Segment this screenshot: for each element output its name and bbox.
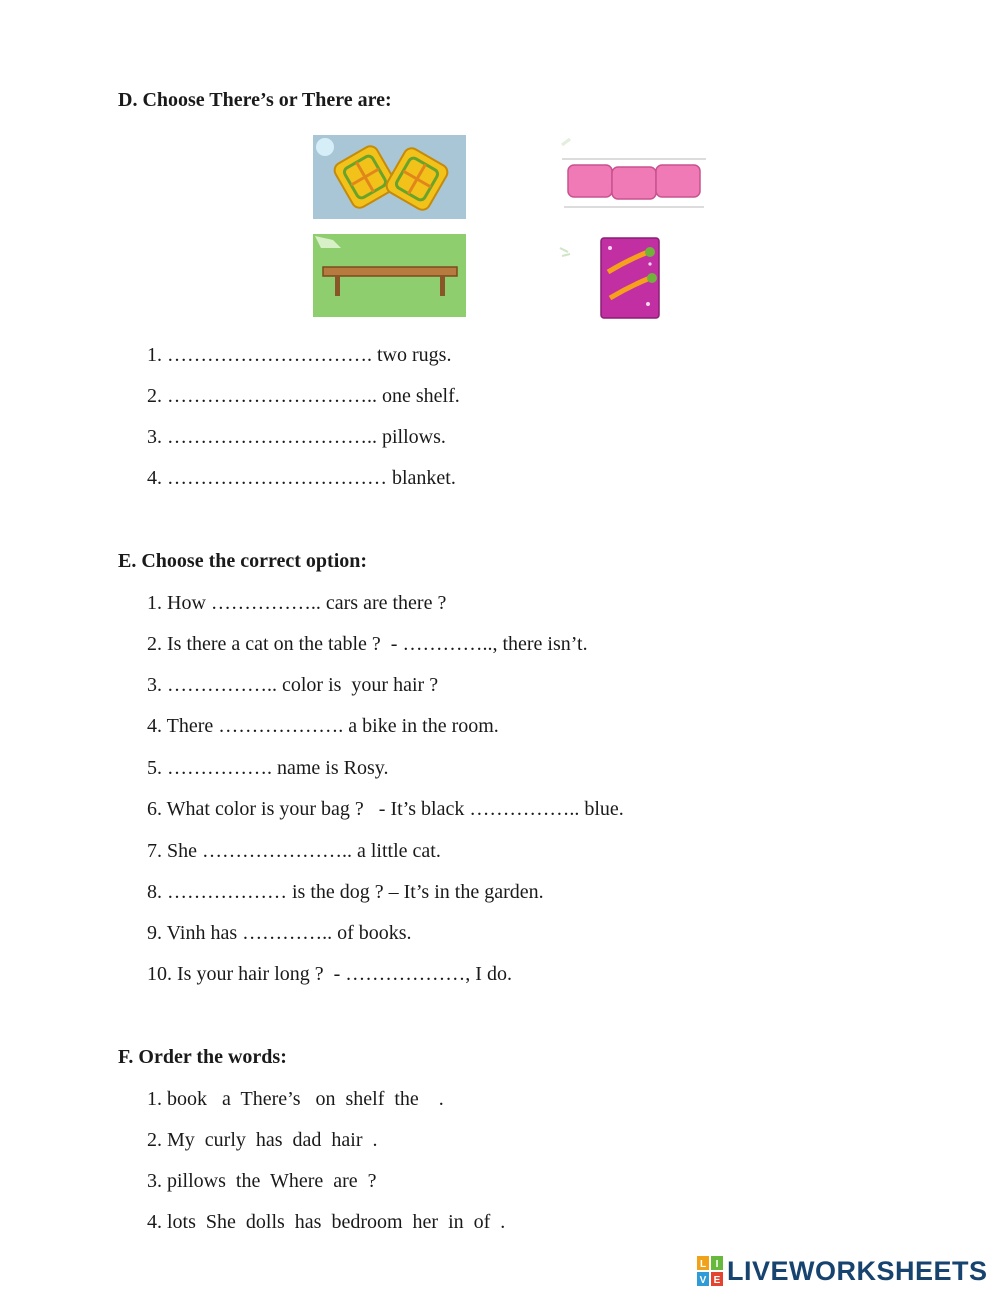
svg-text:L: L [699, 1259, 707, 1270]
svg-text:E: E [713, 1275, 721, 1286]
rugs-picture [313, 135, 466, 219]
section-f-item: 4. lots She dolls has bedroom her in of . [147, 1211, 506, 1233]
section-e-item: 2. Is there a cat on the table ? - ………….., there isn’t. [147, 633, 588, 655]
section-e-item: 8. ……………… is the dog ? – It’s in the garden. [147, 881, 544, 903]
section-d-item: 4. …………………………… blanket. [147, 467, 456, 489]
section-e-item: 7. She ………………….. a little cat. [147, 840, 441, 862]
section-e-item: 9. Vinh has ………….. of books. [147, 922, 412, 944]
section-d-item: 1. …………………………. two rugs. [147, 344, 452, 366]
section-f-heading: F. Order the words: [118, 1046, 287, 1068]
pillows-picture [558, 135, 710, 213]
section-f-item: 1. book a There’s on shelf the . [147, 1088, 444, 1110]
section-e-item: 3. …………….. color is your hair ? [147, 674, 439, 696]
shelf-picture [313, 234, 466, 317]
liveworksheets-logo-icon [697, 1256, 723, 1286]
section-e-item: 10. Is your hair long ? - ………………, I do. [147, 963, 512, 985]
section-f-item: 3. pillows the Where are ? [147, 1170, 377, 1192]
section-e-item: 1. How …………….. cars are there ? [147, 592, 447, 614]
section-e-item: 5. ……………. name is Rosy. [147, 757, 389, 779]
blanket-picture [558, 234, 670, 320]
section-e-heading: E. Choose the correct option: [118, 550, 368, 572]
liveworksheets-logo [697, 1255, 988, 1287]
svg-text:I: I [715, 1259, 719, 1270]
section-e-item: 4. There ………………. a bike in the room. [147, 715, 499, 737]
liveworksheets-logo-text: LIVEWORKSHEETS [727, 1255, 988, 1286]
section-d-item: 2. ………………………….. one shelf. [147, 385, 460, 407]
section-f-item: 2. My curly has dad hair . [147, 1129, 378, 1151]
svg-text:V: V [699, 1275, 707, 1286]
section-e-item: 6. What color is your bag ? - It’s black …………….. blue. [147, 798, 624, 820]
section-d-heading: D. Choose There’s or There are: [118, 89, 392, 111]
section-d-item: 3. ………………………….. pillows. [147, 426, 446, 448]
